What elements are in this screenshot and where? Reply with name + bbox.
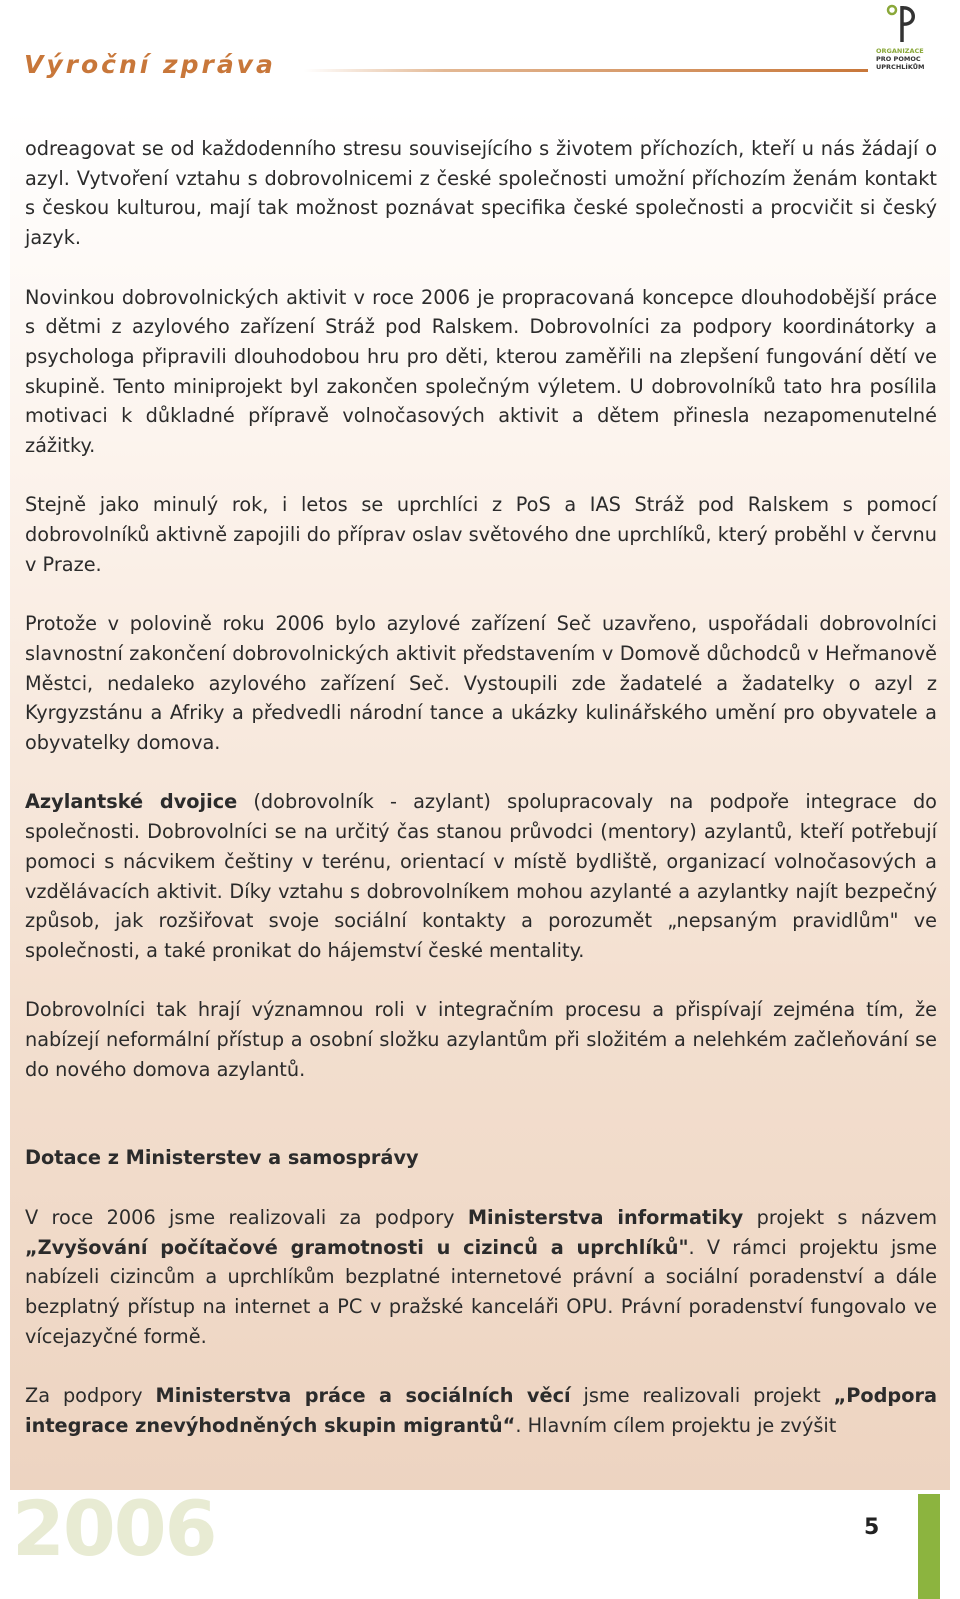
- section-heading: Dotace z Ministerstev a samosprávy: [25, 1146, 419, 1170]
- paragraph-text: (dobrovolník - azylant) spolupracovaly na podpoře integrace do společnosti. Dobrovolníci se na určitý čas stanou průvodci (mentory) azylantů, kteří potřebují pomoci s nácvikem češtiny v terénu, orientací v místě bydliště, organizací volnočasových a vzdělávacích aktivit. Díky vztahu s dobrovolníkem mohou azylanté a azylantky najít bezpečný způsob, jak rozšiřovat svoje sociální kontakty a porozumět „nepsaným pravidlům" ve společnosti, a také pronikat do hájemství české mentality.: [25, 790, 937, 962]
- bold-term: Ministerstva informatiky: [467, 1205, 744, 1229]
- paragraph-text: jsme realizovali projekt: [570, 1384, 834, 1408]
- bold-term: Ministerstva práce a sociálních věcí: [155, 1384, 571, 1408]
- paragraph: [25, 1203, 937, 1352]
- paragraph: [25, 787, 937, 965]
- page-number: 5: [864, 1515, 880, 1540]
- paragraph: [25, 1381, 937, 1440]
- paragraph-text: V roce 2006 jsme realizovali za podpory: [25, 1205, 468, 1229]
- bold-term: Azylantské dvojice: [25, 790, 238, 814]
- paragraph-text: projekt s názvem: [743, 1205, 938, 1229]
- logo-line: ORGANIZACE: [876, 47, 924, 55]
- opu-logo-icon: [882, 2, 922, 46]
- logo-line: UPRCHLÍKŮM: [876, 63, 925, 71]
- paragraph: Stejně jako minulý rok, i letos se uprchlíci z PoS a IAS Stráž pod Ralskem s pomocí dobrovolníků aktivně zapojili do příprav oslav světového dne uprchlíků, který proběhl v červnu v Praze.: [25, 493, 937, 576]
- paragraph: Protože v polovině roku 2006 bylo azylové zařízení Seč uzavřeno, uspořádali dobrovolníci slavnostní zakončení dobrovolnických aktivit představením v Domově důchodců v Heřmanově Městci, nedaleko azylového zařízení Seč. Vystoupili zde žadatelé a žadatelky o azyl z Kyrgyzstánu a Afriky a předvedli národní tance a ukázky kulinářského umění pro obyvatele a obyvatelky domova.: [25, 612, 937, 755]
- paragraph: odreagovat se od každodenního stresu souvisejícího s životem příchozích, kteří u nás žádají o azyl. Vytvoření vztahu s dobrovolnicemi z české společnosti umožní příchozím ženám kontakt s českou kulturou, mají tak možnost poznávat specifika české společnosti a procvičit si český jazyk.: [25, 137, 937, 250]
- paragraph-text: . V rámci projektu jsme nabízeli cizincům a uprchlíkům bezplatné internetové právní a sociální poradenství a dále bezplatný přístup na internet a PC v pražské kanceláři OPU. Právní poradenství fungovalo ve vícejazyčné formě.: [25, 1235, 937, 1348]
- content-panel: [10, 110, 950, 1490]
- header-divider: [304, 69, 868, 72]
- page-header: [0, 0, 960, 110]
- paragraph: Dobrovolníci tak hrají významnou roli v integračním procesu a přispívají zejména tím, že nabízejí neformální přístup a osobní složku azylantům při složitém a nelehkém začleňování se do nového domova azylantů.: [25, 998, 937, 1081]
- paragraph-text: Za podpory: [25, 1384, 156, 1408]
- opu-logo: [876, 2, 940, 92]
- project-name: „Podpora integrace znevýhodněných skupin migrantů“: [25, 1384, 937, 1437]
- logo-text: [876, 47, 940, 71]
- paragraph-text: . Hlavním cílem projektu je zvýšit: [515, 1413, 837, 1437]
- year-watermark: 2006: [12, 1484, 216, 1573]
- accent-bar: [918, 1494, 940, 1599]
- text-column: [25, 134, 937, 1440]
- report-title: Výroční zpráva: [24, 50, 276, 79]
- paragraph: Novinkou dobrovolnických aktivit v roce 2006 je propracovaná koncepce dlouhodobější práce s dětmi z azylového zařízení Stráž pod Ralskem. Dobrovolníci za podpory koordinátorky a psychologa připravili dlouhodobou hru pro děti, kterou zaměřili na zlepšení fungování dětí ve skupině. Tento miniprojekt byl zakončen společným výletem. U dobrovolníků tato hra posílila motivaci k důkladné přípravě volnočasových aktivit a dětem přinesla nezapomenutelné zážitky.: [25, 285, 937, 458]
- logo-line: PRO POMOC: [876, 55, 921, 63]
- project-name: „Zvyšování počítačové gramotnosti u cizinců a uprchlíků": [25, 1235, 689, 1259]
